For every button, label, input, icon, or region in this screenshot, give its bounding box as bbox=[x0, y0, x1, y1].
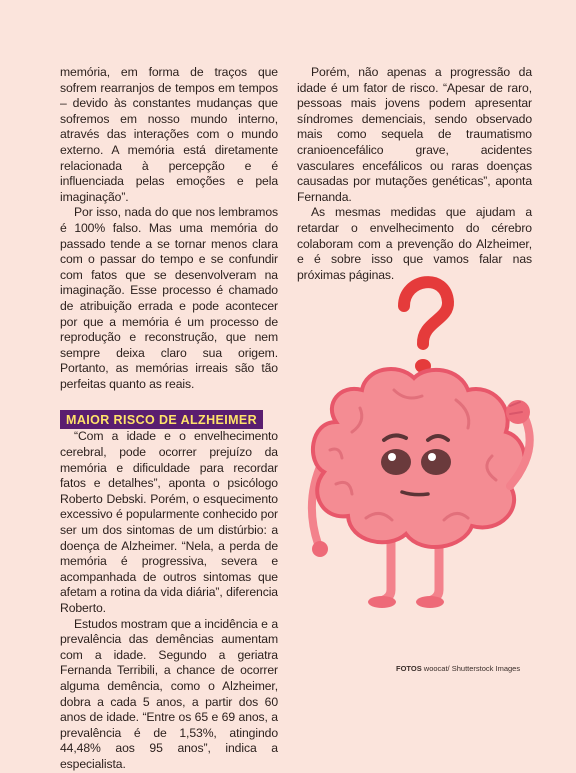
brain-icon bbox=[313, 369, 525, 547]
right-paragraph-1: Porém, não apenas a progressão da idade é um fator de risco. “Apesar de raro, pessoas mais jovens podem apresentar síndromes demenciais, sendo observado mais como sequela de traumatismo cranioencefálico grave, acidentes vasculares encefálicos ou raras doenças causadas por mutações genéticas”, aponta Fernanda. bbox=[297, 65, 532, 204]
left-paragraph-1: memória, em forma de traços que sofrem rearranjos de tempos em tempos – devido às constantes mudanças que sofremos em nosso mundo interno, através das interações com o mundo externo. A memória está diretamente relacionada à percepção e é influenciada pelas emoções e pela imaginação”. bbox=[60, 65, 278, 204]
left-paragraph-2: Por isso, nada do que nos lembramos é 100% falso. Mas uma memória do passado tende a se tornar menos clara com o passar do tempo e se confundir com fatos que se desenvolveram na imaginação. Esse processo é chamado de atribuição errada e pode acontecer por que a memória é um processo de reprodução e reconstrução, que nem sempre deixa claro sua origem. Portanto, as memórias irreais são tão perfeitas quanto as reais. bbox=[60, 205, 278, 391]
photo-credit-label: FOTOS bbox=[396, 664, 422, 673]
right-paragraph-2: As mesmas medidas que ajudam a retardar o envelhecimento do cérebro colaboram com a prevenção do Alzheimer, e é sobre isso que vamos falar nas próximas páginas. bbox=[297, 205, 532, 282]
right-column bbox=[297, 65, 532, 283]
question-mark-icon bbox=[404, 282, 448, 373]
photo-credit-text: woocat/ Shutterstock Images bbox=[423, 664, 521, 673]
left-column bbox=[60, 65, 278, 773]
left-paragraph-3: “Com a idade e o envelhecimento cerebral, pode ocorrer prejuízo da memória e dificuldade para recordar fatos e detalhes”, aponta o psicólogo Roberto Debski. Porém, o esquecimento excessivo é popularmente conhecido por ser um dos sintomas de um distúrbio: a doença de Alzheimer. “Nela, a perda de memória é progressiva, severa e acompanhada de outros sintomas que afetam a rotina da vida diária”, diferencia Roberto. bbox=[60, 429, 278, 615]
photo-credit bbox=[396, 664, 546, 673]
legs-icon bbox=[368, 540, 444, 608]
thinking-brain-illustration bbox=[296, 272, 548, 632]
section-heading: MAIOR RISCO DE ALZHEIMER bbox=[60, 410, 263, 429]
left-paragraph-4: Estudos mostram que a incidência e a prevalência das demências aumentam com a idade. Segundo a geriatra Fernanda Terribili, a chance de ocorrer alguma demência, como o Alzheimer, dobra a cada 5 anos, a partir dos 60 anos de idade. “Entre os 65 e 69 anos, a prevalência é de 1,53%, atingindo 44,48% aos 95 anos”, indica a especialista. bbox=[60, 616, 278, 771]
